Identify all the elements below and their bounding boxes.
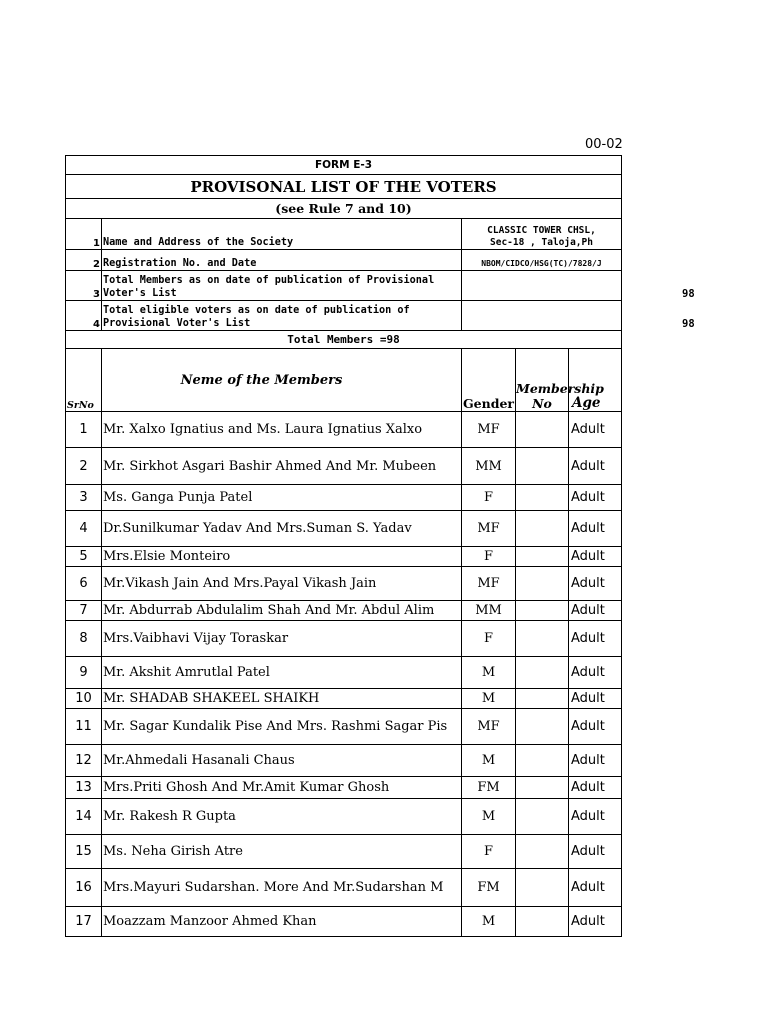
member-age: Adult — [569, 907, 622, 937]
society-address: Sec-18 , Taloja,Ph — [490, 237, 593, 248]
member-row — [66, 799, 622, 835]
field-label: Total Members as on date of publication of Provisional Voter's List — [102, 271, 462, 301]
member-row — [66, 657, 622, 689]
member-gender: MF — [462, 709, 516, 745]
member-age: Adult — [569, 412, 622, 448]
member-srno: 7 — [66, 601, 102, 621]
member-srno: 16 — [66, 869, 102, 907]
member-age: Adult — [569, 601, 622, 621]
member-row — [66, 869, 622, 907]
member-srno: 13 — [66, 777, 102, 799]
member-row — [66, 567, 622, 601]
registration-number: NBOM/CIDCO/HSG(TC)/7828/J — [462, 250, 622, 271]
member-srno: 15 — [66, 835, 102, 869]
field-number: 4 — [66, 301, 102, 331]
member-membership-no — [516, 567, 569, 601]
member-membership-no — [516, 511, 569, 547]
column-header-membership: Membership No — [516, 349, 569, 412]
member-gender: MF — [462, 412, 516, 448]
member-srno: 17 — [66, 907, 102, 937]
member-gender: M — [462, 907, 516, 937]
member-gender: F — [462, 835, 516, 869]
member-name: Mr. SHADAB SHAKEEL SHAIKH — [102, 689, 462, 709]
member-age: Adult — [569, 448, 622, 485]
member-srno: 1 — [66, 412, 102, 448]
member-membership-no — [516, 448, 569, 485]
member-membership-no — [516, 657, 569, 689]
member-membership-no — [516, 835, 569, 869]
column-header-age: Age — [569, 349, 622, 412]
member-row — [66, 835, 622, 869]
society-name-address — [462, 219, 622, 250]
member-membership-no — [516, 777, 569, 799]
member-row — [66, 777, 622, 799]
member-membership-no — [516, 485, 569, 511]
member-age: Adult — [569, 485, 622, 511]
member-membership-no — [516, 907, 569, 937]
total-members-value: 98 — [462, 271, 622, 301]
member-membership-no — [516, 621, 569, 657]
member-age: Adult — [569, 835, 622, 869]
field-row-eligible-voters — [66, 301, 622, 331]
field-number: 2 — [66, 250, 102, 271]
member-row — [66, 689, 622, 709]
member-name: Mrs.Mayuri Sudarshan. More And Mr.Sudarshan M — [102, 869, 462, 907]
member-name: Ms. Neha Girish Atre — [102, 835, 462, 869]
member-name: Ms. Ganga Punja Patel — [102, 485, 462, 511]
member-srno: 8 — [66, 621, 102, 657]
member-name: Mrs.Priti Ghosh And Mr.Amit Kumar Ghosh — [102, 777, 462, 799]
field-label: Total eligible voters as on date of publication of Provisional Voter's List — [102, 301, 462, 331]
document-title: PROVISONAL LIST OF THE VOTERS — [66, 175, 622, 199]
member-age: Adult — [569, 709, 622, 745]
member-name: Mr. Rakesh R Gupta — [102, 799, 462, 835]
member-name: Mrs.Elsie Monteiro — [102, 547, 462, 567]
member-row — [66, 485, 622, 511]
member-row — [66, 621, 622, 657]
member-age: Adult — [569, 621, 622, 657]
member-age: Adult — [569, 689, 622, 709]
member-srno: 6 — [66, 567, 102, 601]
member-row — [66, 709, 622, 745]
member-name: Mrs.Vaibhavi Vijay Toraskar — [102, 621, 462, 657]
member-membership-no — [516, 709, 569, 745]
voters-list-sheet — [65, 155, 695, 951]
member-name: Mr. Xalxo Ignatius and Ms. Laura Ignatius Xalxo — [102, 412, 462, 448]
member-row — [66, 547, 622, 567]
member-name: Moazzam Manzoor Ahmed Khan — [102, 907, 462, 937]
member-name: Mr.Ahmedali Hasanali Chaus — [102, 745, 462, 777]
member-age: Adult — [569, 567, 622, 601]
member-srno: 9 — [66, 657, 102, 689]
member-membership-no — [516, 745, 569, 777]
member-gender: MF — [462, 567, 516, 601]
member-name: Mr. Sirkhot Asgari Bashir Ahmed And Mr. Mubeen — [102, 448, 462, 485]
member-gender: MM — [462, 601, 516, 621]
member-srno: 11 — [66, 709, 102, 745]
field-row-registration — [66, 250, 622, 271]
member-membership-no — [516, 412, 569, 448]
member-gender: F — [462, 547, 516, 567]
field-row-total-members — [66, 271, 622, 301]
member-membership-no — [516, 601, 569, 621]
member-name: Mr. Sagar Kundalik Pise And Mrs. Rashmi Sagar Pis — [102, 709, 462, 745]
member-membership-no — [516, 547, 569, 567]
member-srno: 4 — [66, 511, 102, 547]
member-row — [66, 745, 622, 777]
member-gender: FM — [462, 777, 516, 799]
field-label: Registration No. and Date — [102, 250, 462, 271]
member-name: Mr.Vikash Jain And Mrs.Payal Vikash Jain — [102, 567, 462, 601]
member-gender: MF — [462, 511, 516, 547]
member-gender: M — [462, 657, 516, 689]
member-age: Adult — [569, 799, 622, 835]
member-age: Adult — [569, 777, 622, 799]
member-gender: M — [462, 745, 516, 777]
member-age: Adult — [569, 547, 622, 567]
member-membership-no — [516, 869, 569, 907]
eligible-voters-value: 98 — [462, 301, 622, 331]
member-row — [66, 907, 622, 937]
society-name: CLASSIC TOWER CHSL, — [487, 225, 596, 236]
member-name: Mr. Akshit Amrutlal Patel — [102, 657, 462, 689]
column-header-row — [66, 349, 622, 412]
member-srno: 12 — [66, 745, 102, 777]
member-membership-no — [516, 799, 569, 835]
field-row-society — [66, 219, 622, 250]
member-name: Dr.Sunilkumar Yadav And Mrs.Suman S. Yadav — [102, 511, 462, 547]
member-gender: F — [462, 485, 516, 511]
member-srno: 5 — [66, 547, 102, 567]
member-gender: FM — [462, 869, 516, 907]
member-row — [66, 601, 622, 621]
member-srno: 10 — [66, 689, 102, 709]
field-number: 1 — [66, 219, 102, 250]
member-name: Mr. Abdurrab Abdulalim Shah And Mr. Abdul Alim — [102, 601, 462, 621]
member-age: Adult — [569, 745, 622, 777]
page-reference: 00-02 — [585, 137, 623, 152]
column-header-srno: SrNo — [66, 349, 102, 412]
column-header-gender: Gender — [462, 349, 516, 412]
member-rows — [66, 412, 622, 937]
member-age: Adult — [569, 511, 622, 547]
member-gender: M — [462, 799, 516, 835]
member-age: Adult — [569, 657, 622, 689]
column-header-name: Neme of the Members — [102, 349, 462, 412]
total-members-summary: Total Members =98 — [66, 331, 622, 349]
member-row — [66, 448, 622, 485]
field-number: 3 — [66, 271, 102, 301]
field-label: Name and Address of the Society — [102, 219, 462, 250]
form-number: FORM E-3 — [66, 156, 622, 175]
member-srno: 3 — [66, 485, 102, 511]
member-gender: F — [462, 621, 516, 657]
member-age: Adult — [569, 869, 622, 907]
member-gender: MM — [462, 448, 516, 485]
member-srno: 2 — [66, 448, 102, 485]
member-row — [66, 511, 622, 547]
member-gender: M — [462, 689, 516, 709]
member-membership-no — [516, 689, 569, 709]
rule-reference: (see Rule 7 and 10) — [66, 199, 622, 219]
member-srno: 14 — [66, 799, 102, 835]
member-row — [66, 412, 622, 448]
voters-list-table — [65, 155, 695, 937]
